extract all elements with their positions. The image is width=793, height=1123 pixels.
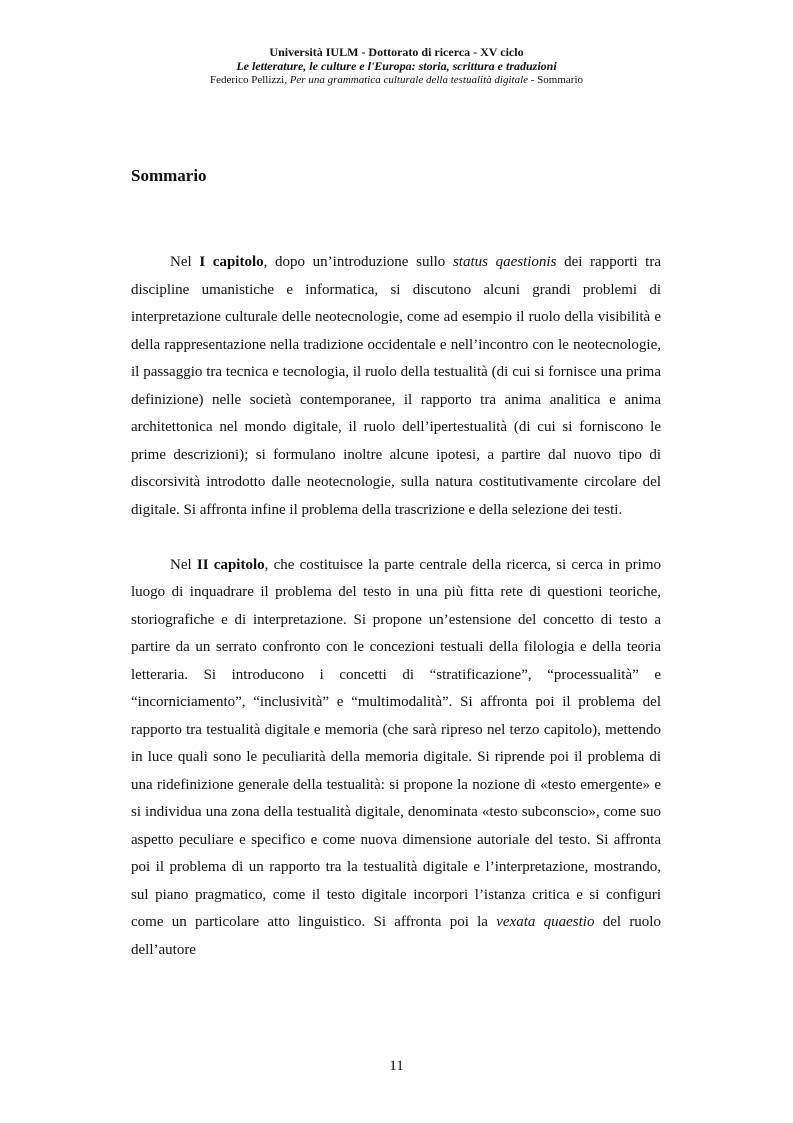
p2-text-e: del ruolo dell’autore — [131, 914, 661, 958]
header-work-title: Per una grammatica culturale della testualità digitale — [289, 74, 529, 86]
p1-text-c: , dopo un’introduzione sullo — [263, 254, 453, 270]
header-section: - Sommario — [528, 74, 584, 86]
header-institution: Università IULM - Dottorato di ricerca - XV ciclo — [269, 45, 524, 59]
running-header — [0, 45, 793, 87]
page-number: 11 — [389, 1058, 404, 1074]
paragraph-chapter-1 — [131, 249, 661, 524]
header-work — [0, 73, 793, 87]
p2-chapter-label: II capitolo — [196, 556, 265, 573]
body-text — [131, 249, 661, 964]
header-author: Federico Pellizzi, — [209, 74, 290, 86]
paragraph-chapter-2 — [131, 552, 661, 965]
p2-italic-term: vexata quaestio — [496, 914, 595, 930]
p1-chapter-label: I capitolo — [199, 254, 264, 270]
page-title: Sommario — [131, 166, 207, 185]
p2-text-a: Nel — [170, 556, 197, 573]
header-program: Le letterature, le culture e l'Europa: storia, scrittura e traduzioni — [236, 59, 557, 73]
p1-text-a: Nel — [170, 254, 200, 270]
p1-text-e: dei rapporti tra discipline umanistiche e informatica, si discutono alcuni grandi problemi di interpretazione culturale delle neotecnologie, come ad esempio il ruolo della visibilità e della rappresentazione nella tradizione occidentale e nell’incontro con le neotecnologie, il passaggio tra tecnica e tecnologia, il ruolo della testualità (di cui si fornisce una prima definizione) nelle società contemporanee, il rapporto tra anima analitica e anima architettonica nel mondo digitale, il ruolo dell’ipertestualità (di cui si forniscono le prime descrizioni); si formulano inoltre alcune ipotesi, a partire dal nuovo tipo di discorsività introdotto dalle neotecnologie, sulla natura costitutivamente circolare del digitale. Si affronta infine il problema della trascrizione e della selezione dei testi. — [131, 254, 661, 518]
p1-italic-term: status qaestionis — [452, 254, 557, 270]
p2-text-c: , che costituisce la parte centrale della ricerca, si cerca in primo luogo di inquadrare il problema del testo in una più fitta rete di questioni teoriche, storiografiche e di interpretazione. Si propone un’estensione del concetto di testo a partire da un serrato confronto con le concezioni testuali della filologia e della teoria letteraria. Si introducono i concetti di “stratificazione”, “processualità” e “incorniciamento”, “inclusività” e “multimodalità”. Si affronta poi il problema del rapporto tra testualità digitale e memoria (che sarà ripreso nel terzo capitolo), mettendo in luce quali sono le peculiarità della memoria digitale. Si riprende poi il problema di una ridefinizione generale della testualità: si propone la nozione di «testo emergente» e si individua una zona della testualità digitale, denominata «testo subconscio», come suo aspetto peculiare e specifico e come nuova dimensione autoriale del testo. Si affronta poi il problema di un rapporto tra la testualità digitale e l’interpretazione, mostrando, sul piano pragmatico, come il testo digitale incorpori l’istanza critica e si configuri come un particolare atto linguistico. Si affronta poi la — [131, 556, 661, 930]
